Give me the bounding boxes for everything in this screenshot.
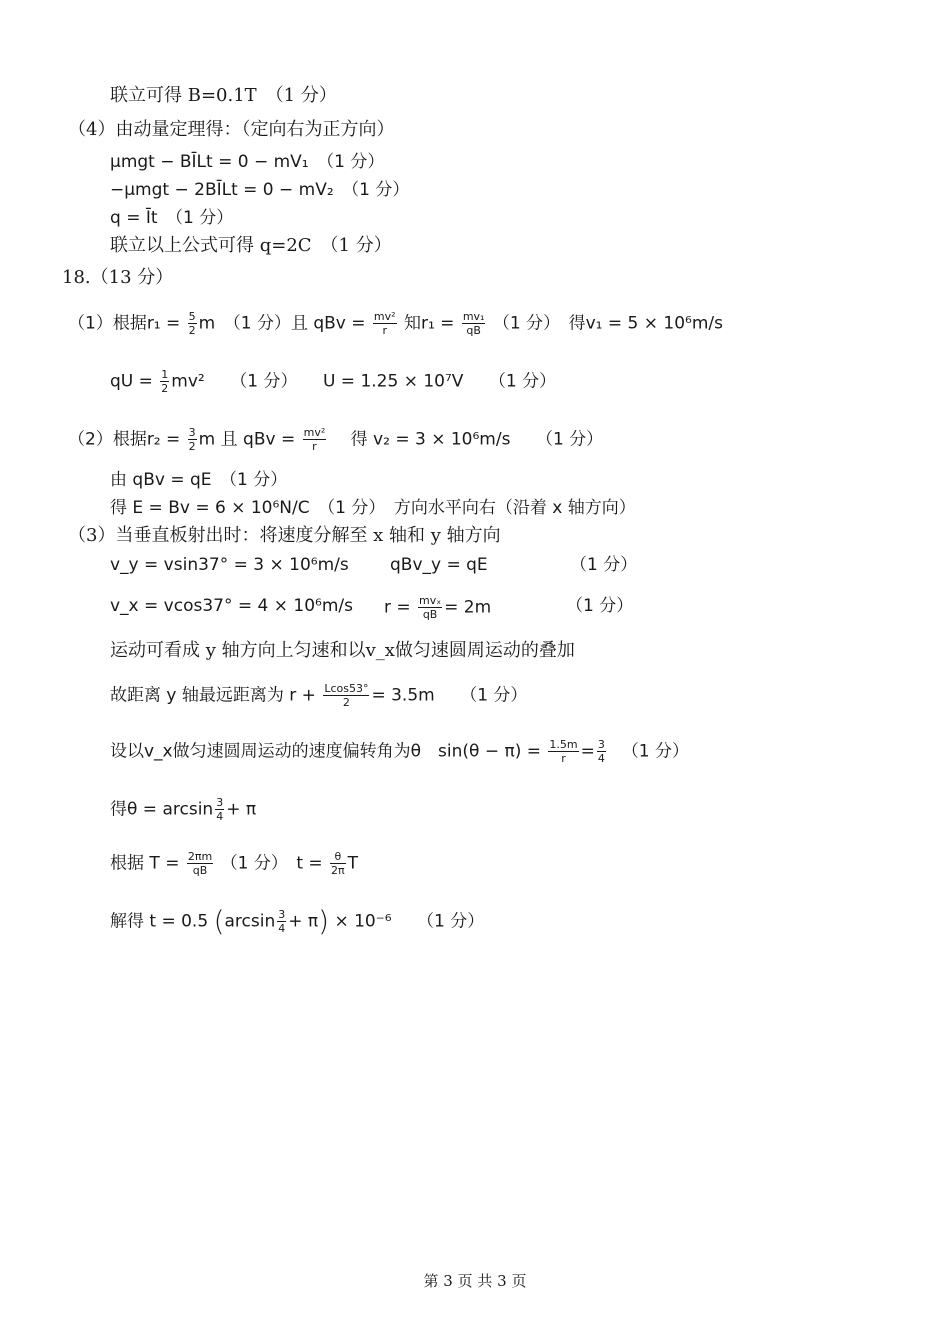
vy-line: v_y = vsin37° = 3 × 10⁶m/s — [110, 555, 349, 575]
fraction-mv2-r: $\frac{\text{mv²}}{r}$ — [373, 310, 396, 337]
vx-line: v_x = vcos37° = 4 × 10⁶m/s — [110, 596, 353, 616]
fraction-3-2: $\frac{3}{2}$ — [188, 426, 196, 453]
fraction-mv2-r-2: $\frac{\text{mv²}}{r}$ — [303, 426, 326, 453]
radius-score: （1 分） — [566, 596, 634, 616]
fraction-3-4: $\frac{3}{4}$ — [597, 738, 605, 765]
fraction-theta-2pi: $\frac{\theta}{2\pi}$ — [331, 850, 345, 877]
fraction-2pim-qb: $\frac{2\pi m}{qB}$ — [187, 850, 213, 877]
fraction-lcos-2: $\frac{Lcos53^\circ}{2}$ — [324, 682, 369, 709]
vy-score: （1 分） — [570, 555, 638, 575]
theta-line: 得θ = arcsin $\frac{3}{4}$ + π — [110, 796, 257, 823]
period-line: 根据 T = $\frac{2\pi m}{qB}$ （1 分） t = $\frac{\theta}{2\pi}$ T — [110, 850, 359, 877]
fraction-3-4-b: $\frac{3}{4}$ — [216, 796, 224, 823]
fraction-mv1-qb: $\frac{\text{mv₁}}{qB}$ — [462, 310, 485, 337]
part2-line: （2）根据r₂ = $\frac{3}{2}$ m 且 qBv = $\frac{\text{mv²}}{r}$ 得 v₂ = 3 × 10⁶m/s （1 分） — [68, 426, 604, 453]
energy-line: qU = $\frac{1}{2}$ mv² （1 分） U = 1.25 × 10⁷V （1 分） — [110, 368, 557, 395]
equation-momentum-2: −μmgt − 2BĪLt = 0 − mV₂ （1 分） — [110, 180, 410, 200]
motion-description: 运动可看成 y 轴方向上匀速和以v_x做匀速圆周运动的叠加 — [110, 640, 575, 661]
deflection-angle-line: 设以v_x做匀速圆周运动的速度偏转角为θ sin(θ − π) = $\frac{1.5m}{r}$ = $\frac{3}{4}$ （1 分） — [110, 738, 689, 765]
fraction-15m-r: $\frac{1.5m}{r}$ — [549, 738, 578, 765]
fraction-5-2: $\frac{5}{2}$ — [188, 310, 196, 337]
part4-heading: （4）由动量定理得：（定向右为正方向） — [68, 119, 395, 140]
part3-heading: （3）当垂直板射出时：将速度分解至 x 轴和 y 轴方向 — [68, 525, 501, 546]
line-e-field: 得 E = Bv = 6 × 10⁶N/C （1 分） 方向水平向右（沿着 x 轴方向） — [110, 498, 636, 518]
time-result-line: 解得 t = 0.5 (arcsin $\frac{3}{4}$ + π) × 10⁻⁶ （1 分） — [110, 904, 485, 938]
radius-line: r = mvₓ qB = 2m — [384, 594, 492, 621]
question-18-heading: 18.（13 分） — [62, 267, 174, 288]
fraction-1-2: $\frac{1}{2}$ — [161, 368, 169, 395]
max-distance-line: 故距离 y 轴最远距离为 r + $\frac{Lcos53^\circ}{2}$ = 3.5m （1 分） — [110, 682, 528, 709]
fraction-3-4-c: $\frac{3}{4}$ — [278, 908, 286, 935]
equation-momentum-1: μmgt − BĪLt = 0 − mV₁ （1 分） — [110, 152, 385, 172]
line-q-result: 联立以上公式可得 q=2C （1 分） — [110, 235, 392, 256]
page-footer: 第 3 页 共 3 页 — [423, 1272, 527, 1290]
equation-charge: q = Īt （1 分） — [110, 208, 234, 228]
line-b-result: 联立可得 B=0.1T （1 分） — [110, 85, 337, 106]
qbvy-line: qBv_y = qE — [390, 555, 488, 575]
fraction-mvx-qb: mvₓ qB — [419, 594, 442, 621]
part1-line: （1）根据r₁ = $\frac{5}{2}$ m （1 分）且 qBv = $\frac{\text{mv²}}{r}$ 知r₁ = $\frac{\text{mv₁}}{qB}$ （1 分） 得v₁ = 5 × 10⁶m/s — [68, 310, 723, 337]
line-qbv-qe: 由 qBv = qE （1 分） — [110, 470, 288, 490]
